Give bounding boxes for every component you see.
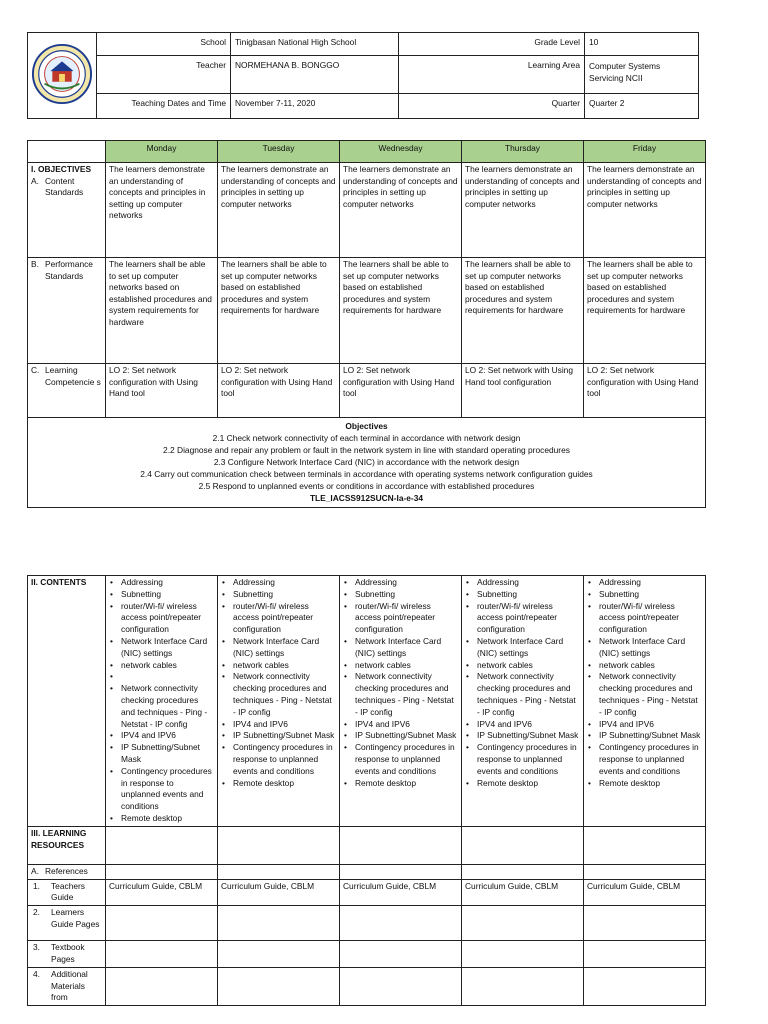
resource-label-text: Textbook Pages [51,942,85,964]
empty-cell [462,826,584,864]
contents-list [343,577,458,789]
day-thursday: Thursday [462,141,584,163]
contents-list [109,577,214,825]
content-std-friday: The learners demonstrate an understanding of concepts and principles in setting up computer networks [584,163,706,258]
objective-2-1: 2.1 Check network connectivity of each terminal in accordance with network design [212,433,521,443]
resource-value [462,967,584,1005]
dates-label: Teaching Dates and Time [97,94,231,119]
empty-cell [462,864,584,879]
content-item: • Network Interface Card (NIC) settings [477,636,580,660]
empty-cell [584,864,706,879]
resource-label-text: Additional Materials from [51,968,88,1003]
contents-friday [584,576,706,827]
resource-value [106,967,218,1005]
grade-value: 10 [585,33,699,56]
resource-value [106,941,218,968]
empty-cell [106,864,218,879]
content-item: • Remote desktop [233,778,336,790]
content-item: • IP Subnetting/Subnet Mask [355,730,458,742]
resource-value: Curriculum Guide, CBLM [106,879,218,906]
comp-friday: LO 2: Set network configuration with Using Hand tool [584,364,706,418]
references-row [28,864,706,879]
content-standards-row [28,163,706,258]
content-item: • Contingency procedures in response to unplanned events and conditions [121,766,214,813]
content-item: • Network Interface Card (NIC) settings [121,636,214,660]
school-label: School [97,33,231,56]
content-item: • IP Subnetting/Subnet Mask [477,730,580,742]
content-item: • router/Wi-fi/ wireless access point/repeater configuration [599,601,702,636]
quarter-label: Quarter [399,94,585,119]
objective-2-4: 2.4 Carry out communication check between terminals in accordance with operating systems network configuration guides [140,469,593,479]
content-item: • Network connectivity checking procedures and techniques - Ping - Netstat - IP config [233,671,336,718]
school-seal-icon [31,43,93,105]
teacher-label: Teacher [97,56,231,94]
perf-std-letter: B. [31,259,39,269]
content-std-thursday: The learners demonstrate an understanding of concepts and principles in setting up computer networks [462,163,584,258]
resource-num: 3. [33,942,40,953]
perf-std-monday: The learners shall be able to set up computer networks based on established procedures and system requirements for hardware [106,258,218,364]
content-item: • IPV4 and IPV6 [477,719,580,731]
objectives-list-cell [28,418,706,508]
content-item: • Network connectivity checking procedures and techniques - Ping - Netstat - IP config [599,671,702,718]
content-item: • Network Interface Card (NIC) settings [355,636,458,660]
perf-std-thursday: The learners shall be able to set up computer networks based on established procedures and system requirements for hardware [462,258,584,364]
perf-std-friday: The learners shall be able to set up computer networks based on established procedures and system requirements for hardware [584,258,706,364]
content-item: • Subnetting [477,589,580,601]
resource-value [584,967,706,1005]
resource-value: Curriculum Guide, CBLM [462,879,584,906]
resource-num: 2. [33,907,40,918]
contents-list [221,577,336,789]
comp-wednesday: LO 2: Set network configuration with Using Hand tool [340,364,462,418]
header-grid-table [27,32,699,119]
contents-thursday [462,576,584,827]
day-monday: Monday [106,141,218,163]
content-item: • Network connectivity checking procedures and techniques - Ping - Netstat - IP config [355,671,458,718]
resources-heading: III. LEARNING RESOURCES [28,826,106,864]
resource-label [28,906,106,941]
content-item: • Subnetting [233,589,336,601]
day-wednesday: Wednesday [340,141,462,163]
empty-cell [218,826,340,864]
resource-value [218,941,340,968]
content-item: • router/Wi-fi/ wireless access point/repeater configuration [121,601,214,636]
perf-std-wednesday: The learners shall be able to set up computer networks based on established procedures and system requirements for hardware [340,258,462,364]
content-item: • network cables [599,660,702,672]
objective-2-5: 2.5 Respond to unplanned events or conditions in accordance with established procedures [198,481,535,491]
corner-cell [28,141,106,163]
resource-value [340,906,462,941]
resource-value [462,906,584,941]
refs-letter: A. [31,865,39,876]
content-item: • Contingency procedures in response to unplanned events and conditions [233,742,336,777]
content-std-monday: The learners demonstrate an understanding of concepts and principles in setting up computer networks [106,163,218,258]
resources-heading-row [28,826,706,864]
objective-code: TLE_IACSS912SUCN-Ia-e-34 [309,493,424,503]
resource-row [28,967,706,1005]
content-item: • router/Wi-fi/ wireless access point/repeater configuration [477,601,580,636]
refs-label: References [45,865,88,876]
perf-std-label: Performance Standards [45,259,93,281]
teacher-value: NORMEHANA B. BONGGO [231,56,399,94]
content-item [121,671,214,683]
content-standards-label [28,163,106,258]
content-item: • Addressing [121,577,214,589]
content-item: • network cables [477,660,580,672]
resource-num: 4. [33,968,40,979]
content-item: • IP Subnetting/Subnet Mask [121,742,214,766]
content-item: • Addressing [477,577,580,589]
resource-value [462,941,584,968]
empty-cell [584,826,706,864]
resource-value [218,967,340,1005]
content-item: • Remote desktop [477,778,580,790]
content-std-tuesday: The learners demonstrate an understanding of concepts and principles in setting up computer networks [218,163,340,258]
content-item: • Subnetting [121,589,214,601]
content-item: • Addressing [233,577,336,589]
content-std-label: Content Standards [45,175,84,198]
resource-label [28,941,106,968]
objective-2-3: 2.3 Configure Network Interface Card (NIC) in accordance with the network design [213,457,520,467]
content-item: • Network Interface Card (NIC) settings [599,636,702,660]
content-item: • router/Wi-fi/ wireless access point/repeater configuration [233,601,336,636]
resource-value [584,941,706,968]
resource-row [28,906,706,941]
resource-num: 1. [33,880,40,891]
resource-value [340,967,462,1005]
resource-rows [28,879,706,1006]
references-label [28,864,106,879]
contents-list [587,577,702,789]
content-item: • IPV4 and IPV6 [121,730,214,742]
quarter-value: Quarter 2 [585,94,699,119]
resource-value [106,906,218,941]
empty-cell [340,826,462,864]
resource-label-text: Learners Guide Pages [51,907,100,929]
content-item: • Contingency procedures in response to unplanned events and conditions [599,742,702,777]
performance-standards-row [28,258,706,364]
contents-wednesday [340,576,462,827]
resource-value: Curriculum Guide, CBLM [340,879,462,906]
comp-label: Learning Competencie s [45,365,101,387]
resource-label [28,879,106,906]
content-item: • network cables [121,660,214,672]
comp-thursday: LO 2: Set network with Using Hand tool configuration [462,364,584,418]
day-tuesday: Tuesday [218,141,340,163]
content-item: • Remote desktop [355,778,458,790]
content-item: • Network Interface Card (NIC) settings [233,636,336,660]
contents-table [27,575,706,1006]
contents-heading: II. CONTENTS [28,576,106,827]
content-item: • network cables [355,660,458,672]
content-item: • Addressing [599,577,702,589]
contents-list [465,577,580,789]
content-item: • IP Subnetting/Subnet Mask [599,730,702,742]
content-item: • network cables [233,660,336,672]
resource-value: Curriculum Guide, CBLM [218,879,340,906]
resource-label-text: Teachers Guide [51,880,85,903]
resource-label [28,967,106,1005]
content-item: • router/Wi-fi/ wireless access point/repeater configuration [355,601,458,636]
header-grid [27,32,698,118]
objectives-table [27,140,706,508]
objectives-title: Objectives [345,421,388,431]
grade-label: Grade Level [399,33,585,56]
content-item: • Remote desktop [121,813,214,825]
contents-row [28,576,706,827]
content-item: • IPV4 and IPV6 [355,719,458,731]
resource-value [218,906,340,941]
perf-std-tuesday: The learners shall be able to set up computer networks based on established procedures and system requirements for hardware [218,258,340,364]
school-seal [28,33,97,119]
content-item: • Contingency procedures in response to unplanned events and conditions [355,742,458,777]
resource-row [28,879,706,906]
competencies-label [28,364,106,418]
resource-value [584,906,706,941]
content-std-letter: A. [31,175,39,186]
contents-tuesday [218,576,340,827]
empty-cell [106,826,218,864]
objectives-list-row [28,418,706,508]
content-std-wednesday: The learners demonstrate an understanding of concepts and principles in setting up computer networks [340,163,462,258]
content-item: • Subnetting [355,589,458,601]
resource-value: Curriculum Guide, CBLM [584,879,706,906]
content-item: • Network connectivity checking procedures and techniques - Ping - Netstat - IP config [121,683,214,730]
objective-2-2: 2.2 Diagnose and repair any problem or fault in the network system in line with standard operating procedures [163,445,570,455]
content-item: • Subnetting [599,589,702,601]
empty-cell [340,864,462,879]
dates-value: November 7-11, 2020 [231,94,399,119]
contents-monday [106,576,218,827]
objectives-heading: I. OBJECTIVES [31,164,92,174]
empty-cell [218,864,340,879]
content-item: • Remote desktop [599,778,702,790]
content-item: • IPV4 and IPV6 [233,719,336,731]
content-item: • Contingency procedures in response to unplanned events and conditions [477,742,580,777]
content-item: • Network connectivity checking procedures and techniques - Ping - Netstat - IP config [477,671,580,718]
day-header-row [28,141,706,163]
school-value: Tinigbasan National High School [231,33,399,56]
resource-row [28,941,706,968]
comp-tuesday: LO 2: Set network configuration with Using Hand tool [218,364,340,418]
comp-letter: C. [31,365,40,375]
content-item: • IP Subnetting/Subnet Mask [233,730,336,742]
area-label: Learning Area [399,56,585,94]
content-item: • Addressing [355,577,458,589]
content-item: • IPV4 and IPV6 [599,719,702,731]
competencies-row [28,364,706,418]
day-friday: Friday [584,141,706,163]
performance-standards-label [28,258,106,364]
resource-value [340,941,462,968]
comp-monday: LO 2: Set network configuration with Using Hand tool [106,364,218,418]
area-value: Computer Systems Servicing NCII [585,56,699,94]
